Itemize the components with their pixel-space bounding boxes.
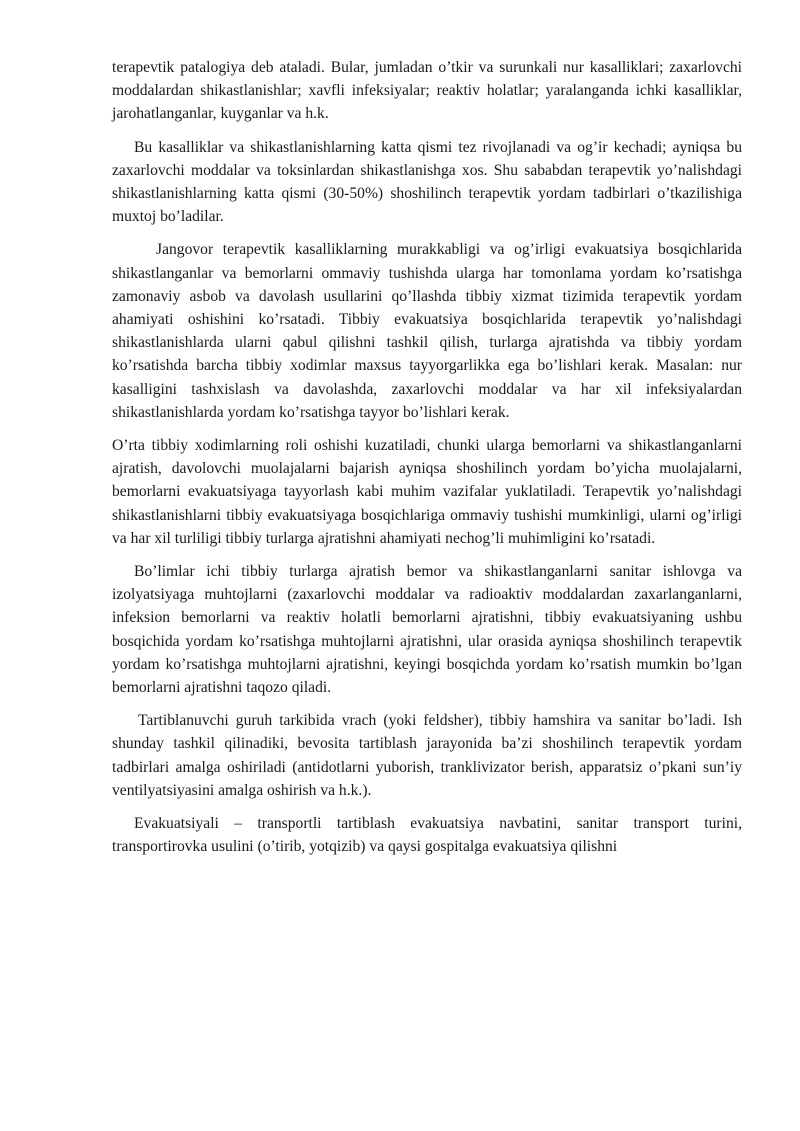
paragraph-1: terapevtik patalogiya deb ataladi. Bular, jumladan o’tkir va surunkali nur kasalliklari; zaxarlovchi moddalardan shikastlanishlar; xavfli infeksiyalar; reaktiv holatlar; yaralanganda ichki kasalliklar, jarohatlanganlar, kuyganlar va h.k. [112,59,742,123]
paragraph-4: O’rta tibbiy xodimlarning roli oshishi kuzatiladi, chunki ularga bemorlarni va shikastlanganlarni ajratish, davolovchi muolajalarni bajarish ayniqsa shoshilinch yordam bo’yicha muolajalarni, bemorlarni evakuatsiyaga tayyorlash kabi muhim vazifalar yuklatiladi. Terapevtik yo’nalishdagi shikastlanishlarni tibbiy evakuatsiyaga bosqichlariga ommaviy tushishi mumkinligi, ularni og’irligi va har xil turliligi tibbiy turlarga ajratishni ahamiyati nechog’li muhimligini ko’rsatadi. [112,437,742,547]
paragraph-7: Evakuatsiyali – transportli tartiblash evakuatsiya navbatini, sanitar transport turini, transportirovka usulini (o’tirib, yotqizib) va qaysi gospitalga evakuatsiya qilishni [112,815,742,856]
paragraph-6: Tartiblanuvchi guruh tarkibida vrach (yoki feldsher), tibbiy hamshira va sanitar bo’ladi. Ish shunday tashkil qilinadiki, bevosita tartiblash jarayonida ba’zi shoshilinch terapevtik yordam tadbirlari amalga oshiriladi (antidotlarni yuborish, tranklivizator berish, apparatsiz o’pkani sun’iy ventilyatsiyasini amalga oshirish va h.k.). [112,712,742,799]
paragraph-5: Bo’limlar ichi tibbiy turlarga ajratish bemor va shikastlanganlarni sanitar ishlovga va izolyatsiyaga muhtojlarni (zaxarlovchi moddalar va radioaktiv moddalardan zaxarlanganlarni, infeksion bemorlarni va reaktiv holatli bemorlarni ajratishni, tibbiy evakuatsiyaning ushbu bosqichida yordam ko’rsatishga muhtojlarni ajratishni, ular orasida ayniqsa shoshilinch terapevtik yordam ko’rsatishga muhtojlarni ajratishni, keyingi bosqichda yordam ko’rsatish mumkin bo’lgan bemorlarni ajratishni taqozo qiladi. [112,563,742,697]
document-page [112,56,742,859]
paragraph-3: Jangovor terapevtik kasalliklarning murakkabligi va og’irligi evakuatsiya bosqichlarida shikastlanganlar va bemorlarni ommaviy tushishda ularga har tomonlama yordam ko’rsatishga zamonaviy asbob va davolash usullarini qo’llashda tibbiy xizmat tizimida terapevtik yordam ahamiyati oshishini ko’rsatadi. Tibbiy evakuatsiya bosqichlarida terapevtik yo’nalishdagi shikastlanishlarda ularni qabul qilishni tashkil qilish, turlarga ajratishda va tibbiy yordam ko’rsatishda barcha tibbiy xodimlar maxsus tayyorgarlikka ega bo’lishlari kerak. Masalan: nur kasalligini tashxislash va davolashda, zaxarlovchi moddalar va har xil infeksiyalardan shikastlanishlarda yordam ko’rsatishga tayyor bo’lishlari kerak. [112,241,742,421]
paragraph-2: Bu kasalliklar va shikastlanishlarning katta qismi tez rivojlanadi va og’ir kechadi; ayniqsa bu zaxarlovchi moddalar va toksinlardan shikastlanishga xos. Shu sababdan terapevtik yo’nalishdagi shikastlanishlarning katta qismi (30-50%) shoshilinch terapevtik yordam tadbirlari o’tkazilishiga muxtoj bo’ladilar. [112,138,742,226]
